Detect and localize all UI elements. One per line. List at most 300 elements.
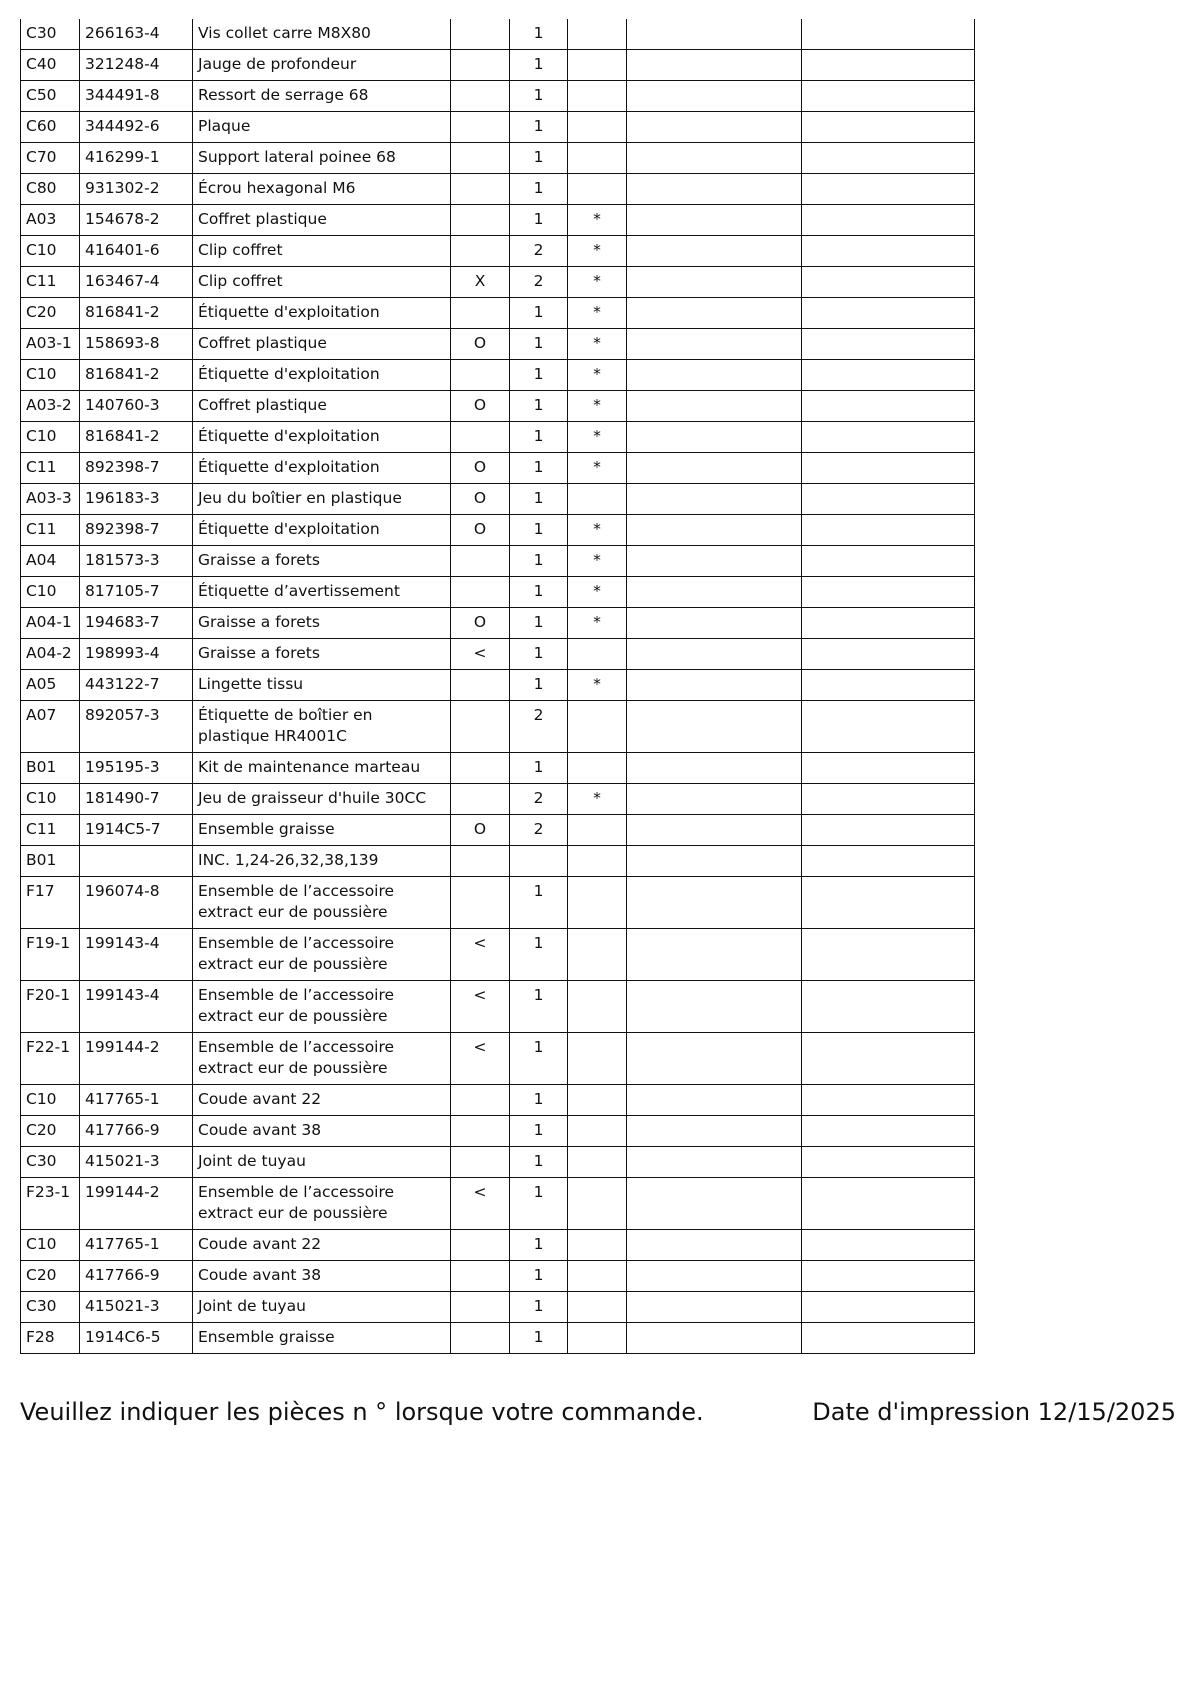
cell-blank-b [802,577,975,608]
cell-mark [568,1147,627,1178]
cell-quantity: 1 [510,298,568,329]
parts-table [20,19,975,1354]
cell-blank-b [802,1178,975,1230]
table-row [21,1147,975,1178]
cell-quantity: 1 [510,1033,568,1085]
cell-part-number: 196074-8 [80,877,193,929]
cell-note [451,19,510,50]
cell-quantity: 1 [510,50,568,81]
cell-quantity: 1 [510,1323,568,1354]
table-row [21,515,975,546]
cell-quantity: 1 [510,546,568,577]
cell-quantity: 2 [510,236,568,267]
cell-blank-a [627,981,802,1033]
table-row [21,784,975,815]
cell-description: Joint de tuyau [193,1292,451,1323]
cell-blank-a [627,846,802,877]
cell-position: C20 [21,1261,80,1292]
cell-description: Étiquette d'exploitation [193,298,451,329]
cell-blank-a [627,639,802,670]
table-row [21,981,975,1033]
cell-position: F23-1 [21,1178,80,1230]
cell-note [451,1085,510,1116]
cell-description: Ensemble de l’accessoire extract eur de poussière [193,981,451,1033]
table-row [21,1323,975,1354]
cell-blank-a [627,205,802,236]
cell-position: C10 [21,784,80,815]
cell-note [451,298,510,329]
footer-order-note: Veuillez indiquer les pièces n ° lorsque votre commande. [20,1398,704,1426]
cell-blank-b [802,453,975,484]
cell-blank-b [802,1147,975,1178]
cell-note [451,1147,510,1178]
cell-mark [568,143,627,174]
cell-blank-b [802,267,975,298]
cell-part-number: 415021-3 [80,1147,193,1178]
cell-blank-b [802,639,975,670]
cell-description: Plaque [193,112,451,143]
cell-mark [568,174,627,205]
table-row [21,112,975,143]
cell-note: O [451,515,510,546]
cell-description: Coffret plastique [193,391,451,422]
cell-description: Support lateral poinee 68 [193,143,451,174]
cell-description: Graisse a forets [193,546,451,577]
cell-mark [568,1116,627,1147]
table-row [21,50,975,81]
cell-description: Coude avant 38 [193,1261,451,1292]
cell-description: Kit de maintenance marteau [193,753,451,784]
cell-quantity: 1 [510,329,568,360]
cell-note [451,1230,510,1261]
cell-description: Ensemble de l’accessoire extract eur de poussière [193,929,451,981]
cell-part-number: 416401-6 [80,236,193,267]
cell-mark [568,50,627,81]
cell-mark [568,112,627,143]
cell-blank-b [802,422,975,453]
cell-note [451,1323,510,1354]
table-row [21,1178,975,1230]
cell-position: F22-1 [21,1033,80,1085]
cell-note [451,50,510,81]
cell-blank-a [627,298,802,329]
cell-quantity: 1 [510,1230,568,1261]
cell-quantity: 1 [510,422,568,453]
cell-position: C10 [21,360,80,391]
cell-blank-a [627,236,802,267]
cell-blank-b [802,484,975,515]
cell-blank-b [802,1116,975,1147]
cell-position: B01 [21,753,80,784]
cell-description: Étiquette d’avertissement [193,577,451,608]
cell-position: C30 [21,1292,80,1323]
cell-blank-b [802,546,975,577]
cell-note: O [451,329,510,360]
cell-part-number: 154678-2 [80,205,193,236]
cell-blank-b [802,877,975,929]
table-row [21,298,975,329]
cell-part-number: 417766-9 [80,1116,193,1147]
cell-description: Graisse a forets [193,608,451,639]
cell-blank-a [627,50,802,81]
cell-part-number: 892398-7 [80,515,193,546]
table-row [21,577,975,608]
cell-quantity: 1 [510,670,568,701]
cell-note [451,670,510,701]
cell-position: A03 [21,205,80,236]
cell-mark: * [568,577,627,608]
cell-quantity: 1 [510,112,568,143]
cell-note: O [451,453,510,484]
cell-position: C11 [21,815,80,846]
cell-blank-a [627,329,802,360]
cell-mark: * [568,236,627,267]
cell-description: Ensemble de l’accessoire extract eur de poussière [193,1033,451,1085]
cell-blank-b [802,236,975,267]
cell-blank-a [627,484,802,515]
cell-note: O [451,608,510,639]
cell-blank-b [802,608,975,639]
cell-quantity: 1 [510,639,568,670]
cell-mark [568,815,627,846]
table-row [21,608,975,639]
cell-description: Coffret plastique [193,329,451,360]
cell-blank-b [802,360,975,391]
cell-position: C30 [21,1147,80,1178]
cell-position: C10 [21,236,80,267]
cell-mark [568,1178,627,1230]
cell-blank-a [627,1261,802,1292]
cell-blank-a [627,877,802,929]
cell-blank-a [627,929,802,981]
cell-quantity: 1 [510,753,568,784]
cell-quantity: 1 [510,205,568,236]
cell-note: O [451,391,510,422]
cell-position: C70 [21,143,80,174]
cell-part-number: 417765-1 [80,1230,193,1261]
table-row [21,1085,975,1116]
table-row [21,846,975,877]
cell-quantity: 1 [510,391,568,422]
cell-mark [568,1230,627,1261]
cell-blank-a [627,174,802,205]
cell-blank-a [627,453,802,484]
table-row [21,329,975,360]
cell-position: C10 [21,422,80,453]
cell-blank-b [802,701,975,753]
table-row [21,174,975,205]
table-row [21,422,975,453]
cell-blank-a [627,360,802,391]
cell-description: Coude avant 22 [193,1085,451,1116]
cell-blank-b [802,1323,975,1354]
cell-note: O [451,484,510,515]
cell-mark [568,484,627,515]
cell-quantity: 1 [510,1147,568,1178]
table-row [21,701,975,753]
cell-blank-b [802,174,975,205]
cell-mark [568,877,627,929]
cell-note [451,846,510,877]
cell-mark [568,81,627,112]
cell-position: C40 [21,50,80,81]
table-row [21,546,975,577]
cell-mark [568,753,627,784]
cell-part-number: 199144-2 [80,1033,193,1085]
cell-description: Ensemble de l’accessoire extract eur de poussière [193,1178,451,1230]
cell-part-number: 266163-4 [80,19,193,50]
cell-quantity: 1 [510,1261,568,1292]
cell-quantity: 2 [510,267,568,298]
cell-blank-a [627,1085,802,1116]
cell-mark [568,929,627,981]
cell-part-number: 163467-4 [80,267,193,298]
cell-blank-a [627,1033,802,1085]
cell-mark [568,1033,627,1085]
cell-part-number: 321248-4 [80,50,193,81]
cell-note [451,753,510,784]
cell-quantity: 2 [510,784,568,815]
cell-description: Clip coffret [193,267,451,298]
cell-position: C20 [21,298,80,329]
cell-position: A04-1 [21,608,80,639]
cell-note [451,1116,510,1147]
cell-mark: * [568,391,627,422]
cell-blank-b [802,205,975,236]
cell-part-number: 195195-3 [80,753,193,784]
cell-position: C50 [21,81,80,112]
cell-description: Vis collet carre M8X80 [193,19,451,50]
cell-position: C10 [21,1085,80,1116]
cell-description: Étiquette d'exploitation [193,453,451,484]
cell-part-number: 816841-2 [80,298,193,329]
cell-position: F19-1 [21,929,80,981]
cell-position: C60 [21,112,80,143]
cell-mark: * [568,422,627,453]
cell-description: Jeu du boîtier en plastique [193,484,451,515]
cell-part-number: 816841-2 [80,422,193,453]
cell-blank-a [627,515,802,546]
cell-blank-a [627,19,802,50]
cell-position: A04-2 [21,639,80,670]
cell-mark [568,1085,627,1116]
table-row [21,670,975,701]
cell-description: Écrou hexagonal M6 [193,174,451,205]
cell-part-number: 817105-7 [80,577,193,608]
cell-part-number: 816841-2 [80,360,193,391]
cell-quantity: 1 [510,608,568,639]
cell-note [451,784,510,815]
cell-blank-b [802,815,975,846]
cell-position: C20 [21,1116,80,1147]
cell-mark [568,19,627,50]
table-row [21,929,975,981]
cell-blank-b [802,81,975,112]
cell-description: Étiquette d'exploitation [193,360,451,391]
cell-blank-b [802,1033,975,1085]
cell-part-number: 140760-3 [80,391,193,422]
table-row [21,1292,975,1323]
cell-position: A03-3 [21,484,80,515]
cell-quantity: 1 [510,981,568,1033]
cell-description: Graisse a forets [193,639,451,670]
cell-mark: * [568,267,627,298]
cell-description: INC. 1,24-26,32,38,139 [193,846,451,877]
cell-note [451,143,510,174]
cell-mark: * [568,298,627,329]
cell-blank-b [802,753,975,784]
cell-part-number: 194683-7 [80,608,193,639]
cell-blank-b [802,329,975,360]
cell-description: Clip coffret [193,236,451,267]
cell-position: C10 [21,1230,80,1261]
cell-note [451,360,510,391]
cell-part-number: 181573-3 [80,546,193,577]
cell-blank-a [627,81,802,112]
cell-mark: * [568,205,627,236]
cell-position: C11 [21,453,80,484]
cell-blank-a [627,1178,802,1230]
cell-part-number: 196183-3 [80,484,193,515]
cell-part-number: 443122-7 [80,670,193,701]
cell-note [451,174,510,205]
cell-mark: * [568,608,627,639]
cell-blank-b [802,784,975,815]
cell-blank-a [627,143,802,174]
cell-blank-a [627,1147,802,1178]
table-row [21,453,975,484]
cell-position: C11 [21,515,80,546]
cell-description: Jeu de graisseur d'huile 30CC [193,784,451,815]
cell-position: A04 [21,546,80,577]
cell-note: X [451,267,510,298]
cell-quantity: 1 [510,174,568,205]
cell-blank-b [802,929,975,981]
cell-note: < [451,1033,510,1085]
footer-print-date: Date d'impression 12/15/2025 [812,1398,1176,1426]
cell-blank-b [802,981,975,1033]
cell-blank-a [627,267,802,298]
cell-part-number: 181490-7 [80,784,193,815]
cell-blank-b [802,1085,975,1116]
cell-note [451,577,510,608]
cell-blank-a [627,546,802,577]
cell-mark: * [568,784,627,815]
cell-position: C11 [21,267,80,298]
cell-quantity: 1 [510,19,568,50]
cell-blank-a [627,422,802,453]
cell-quantity: 1 [510,929,568,981]
cell-note [451,546,510,577]
cell-mark: * [568,453,627,484]
parts-table-body [21,19,975,1354]
cell-description: Étiquette de boîtier en plastique HR4001C [193,701,451,753]
cell-blank-b [802,298,975,329]
cell-description: Jauge de profondeur [193,50,451,81]
cell-blank-b [802,1230,975,1261]
cell-note [451,112,510,143]
cell-note [451,1261,510,1292]
cell-mark [568,981,627,1033]
cell-part-number: 892057-3 [80,701,193,753]
cell-description: Coude avant 22 [193,1230,451,1261]
cell-blank-b [802,846,975,877]
cell-mark [568,1323,627,1354]
cell-note [451,701,510,753]
cell-mark [568,639,627,670]
cell-note [451,205,510,236]
cell-note: < [451,981,510,1033]
cell-description: Lingette tissu [193,670,451,701]
cell-description: Étiquette d'exploitation [193,515,451,546]
cell-blank-b [802,515,975,546]
table-row [21,391,975,422]
table-row [21,143,975,174]
cell-part-number: 417765-1 [80,1085,193,1116]
cell-blank-b [802,1261,975,1292]
cell-blank-a [627,1116,802,1147]
cell-quantity: 1 [510,577,568,608]
cell-blank-b [802,143,975,174]
cell-position: F17 [21,877,80,929]
cell-part-number: 1914C6-5 [80,1323,193,1354]
cell-mark [568,701,627,753]
cell-quantity: 1 [510,1116,568,1147]
cell-part-number: 344492-6 [80,112,193,143]
cell-mark: * [568,329,627,360]
cell-blank-a [627,577,802,608]
cell-blank-a [627,753,802,784]
cell-quantity: 1 [510,484,568,515]
cell-blank-a [627,701,802,753]
cell-quantity: 1 [510,81,568,112]
table-row [21,1230,975,1261]
cell-blank-a [627,670,802,701]
cell-position: F20-1 [21,981,80,1033]
cell-blank-a [627,815,802,846]
cell-part-number: 199144-2 [80,1178,193,1230]
cell-note: < [451,1178,510,1230]
cell-quantity: 1 [510,1292,568,1323]
cell-note [451,1292,510,1323]
cell-part-number: 198993-4 [80,639,193,670]
cell-description: Coffret plastique [193,205,451,236]
cell-position: C10 [21,577,80,608]
cell-quantity: 2 [510,815,568,846]
cell-mark: * [568,546,627,577]
cell-position: A05 [21,670,80,701]
cell-description: Ressort de serrage 68 [193,81,451,112]
cell-part-number: 892398-7 [80,453,193,484]
cell-position: A03-2 [21,391,80,422]
cell-note [451,877,510,929]
cell-description: Ensemble graisse [193,815,451,846]
cell-position: C80 [21,174,80,205]
table-row [21,267,975,298]
cell-part-number: 158693-8 [80,329,193,360]
cell-note: < [451,929,510,981]
table-row [21,19,975,50]
cell-mark [568,1261,627,1292]
cell-blank-a [627,112,802,143]
cell-mark: * [568,670,627,701]
cell-note: O [451,815,510,846]
cell-quantity: 1 [510,1085,568,1116]
cell-note [451,422,510,453]
cell-quantity: 1 [510,515,568,546]
cell-mark: * [568,515,627,546]
cell-part-number: 931302-2 [80,174,193,205]
